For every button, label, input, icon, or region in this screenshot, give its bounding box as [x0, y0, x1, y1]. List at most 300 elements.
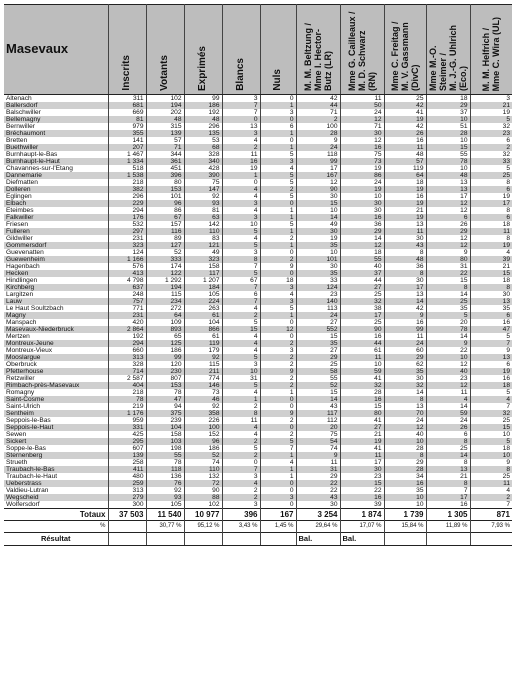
- table-row: [4, 382, 512, 389]
- value-cell: 27: [340, 424, 384, 431]
- value-cell: 296: [108, 193, 146, 200]
- value-cell: 5: [470, 438, 512, 445]
- col-header: [108, 5, 146, 95]
- value-cell: 120: [146, 361, 184, 368]
- percent-cell: 30,77 %: [146, 521, 184, 533]
- value-cell: 30: [340, 130, 384, 137]
- commune-name: Valdieu-Lutran: [4, 487, 108, 494]
- value-cell: 110: [184, 228, 222, 235]
- value-cell: 13: [426, 186, 470, 193]
- value-cell: 6: [470, 137, 512, 144]
- value-cell: 323: [184, 256, 222, 263]
- value-cell: 52: [184, 452, 222, 459]
- value-cell: 103: [146, 438, 184, 445]
- results-table: [4, 4, 512, 546]
- table-row: [4, 312, 512, 319]
- value-cell: 30: [340, 207, 384, 214]
- totals-cell: 1 305: [426, 509, 470, 521]
- value-cell: 358: [184, 410, 222, 417]
- value-cell: 12: [340, 242, 384, 249]
- value-cell: 113: [296, 305, 340, 312]
- table-row: [4, 354, 512, 361]
- value-cell: 71: [296, 109, 340, 116]
- value-cell: 2 864: [108, 326, 146, 333]
- value-cell: 11: [384, 333, 426, 340]
- value-cell: 1: [260, 242, 296, 249]
- value-cell: 186: [146, 347, 184, 354]
- value-cell: 681: [108, 102, 146, 109]
- value-cell: 4: [470, 396, 512, 403]
- value-cell: 3: [222, 200, 260, 207]
- commune-name: Guevenatten: [4, 249, 108, 256]
- value-cell: 38: [340, 305, 384, 312]
- value-cell: 18: [470, 277, 512, 284]
- value-cell: 3: [260, 298, 296, 305]
- table-row: [4, 487, 512, 494]
- value-cell: 26: [426, 424, 470, 431]
- value-cell: 2: [260, 382, 296, 389]
- table-row: [4, 396, 512, 403]
- table-row: [4, 438, 512, 445]
- value-cell: 4: [222, 207, 260, 214]
- value-cell: 32: [470, 151, 512, 158]
- commune-name: Largitzen: [4, 291, 108, 298]
- value-cell: 4: [260, 459, 296, 466]
- value-cell: 272: [146, 305, 184, 312]
- value-cell: 65: [146, 333, 184, 340]
- value-cell: 47: [470, 326, 512, 333]
- value-cell: 3: [470, 95, 512, 103]
- value-cell: 18: [470, 382, 512, 389]
- table-row: [4, 116, 512, 123]
- value-cell: 13: [426, 466, 470, 473]
- commune-name: Saint-Ulrich: [4, 403, 108, 410]
- value-cell: 78: [426, 326, 470, 333]
- value-cell: 4: [222, 333, 260, 340]
- table-row: [4, 123, 512, 130]
- value-cell: 42: [296, 95, 340, 103]
- value-cell: 3: [222, 130, 260, 137]
- value-cell: 39: [470, 256, 512, 263]
- value-cell: 16: [384, 193, 426, 200]
- value-cell: 18: [470, 445, 512, 452]
- value-cell: 294: [108, 207, 146, 214]
- value-cell: 121: [184, 242, 222, 249]
- value-cell: 0: [260, 137, 296, 144]
- value-cell: 158: [146, 431, 184, 438]
- commune-name: Buethwiller: [4, 144, 108, 151]
- value-cell: 10: [340, 361, 384, 368]
- table-row: [4, 291, 512, 298]
- value-cell: 5: [222, 242, 260, 249]
- value-cell: 75: [340, 151, 384, 158]
- percent-cell: 95,12 %: [184, 521, 222, 533]
- value-cell: 136: [146, 473, 184, 480]
- value-cell: 3: [260, 158, 296, 165]
- value-cell: 49: [296, 221, 340, 228]
- value-cell: 40: [340, 263, 384, 270]
- value-cell: 279: [108, 494, 146, 501]
- value-cell: 29: [296, 473, 340, 480]
- value-cell: 16: [222, 158, 260, 165]
- value-cell: 99: [296, 158, 340, 165]
- value-cell: 96: [146, 200, 184, 207]
- value-cell: 8: [470, 179, 512, 186]
- value-cell: 211: [184, 368, 222, 375]
- commune-name: Lauw: [4, 298, 108, 305]
- value-cell: 0: [260, 95, 296, 103]
- commune-name: Falkwiller: [4, 214, 108, 221]
- value-cell: 15: [340, 480, 384, 487]
- commune-name: Elbach: [4, 200, 108, 207]
- table-row: [4, 459, 512, 466]
- value-cell: 26: [384, 130, 426, 137]
- value-cell: 119: [184, 340, 222, 347]
- value-cell: 48: [384, 256, 426, 263]
- table-row: [4, 501, 512, 509]
- page-title: Masevaux: [4, 5, 108, 95]
- value-cell: 1: [222, 172, 260, 179]
- value-cell: 41: [340, 445, 384, 452]
- value-cell: 21: [470, 263, 512, 270]
- value-cell: 174: [146, 263, 184, 270]
- value-cell: 35: [470, 305, 512, 312]
- value-cell: 14: [340, 235, 384, 242]
- value-cell: 32: [470, 123, 512, 130]
- value-cell: 518: [108, 165, 146, 172]
- value-cell: 21: [340, 431, 384, 438]
- value-cell: 93: [146, 494, 184, 501]
- table-row: [4, 284, 512, 291]
- col-header: [260, 5, 296, 95]
- value-cell: 226: [184, 417, 222, 424]
- value-cell: 3: [222, 501, 260, 509]
- value-cell: 25: [340, 291, 384, 298]
- value-cell: 2: [222, 438, 260, 445]
- percent-cell: 29,64 %: [296, 521, 340, 533]
- value-cell: 60: [384, 347, 426, 354]
- value-cell: 2: [260, 431, 296, 438]
- table-row: [4, 109, 512, 116]
- value-cell: 40: [426, 368, 470, 375]
- value-cell: 30: [296, 501, 340, 509]
- value-cell: 5: [222, 354, 260, 361]
- table-row: [4, 214, 512, 221]
- value-cell: 30: [384, 235, 426, 242]
- commune-name: Ballersdorf: [4, 102, 108, 109]
- value-cell: 21: [384, 207, 426, 214]
- value-cell: 30: [340, 200, 384, 207]
- value-cell: 41: [384, 109, 426, 116]
- table-row: [4, 417, 512, 424]
- value-cell: 74: [184, 459, 222, 466]
- value-cell: 1 166: [108, 256, 146, 263]
- table-row: [4, 298, 512, 305]
- value-cell: 42: [384, 123, 426, 130]
- commune-name: Friesen: [4, 221, 108, 228]
- table-row: [4, 228, 512, 235]
- value-cell: 0: [260, 396, 296, 403]
- table-row: [4, 452, 512, 459]
- value-cell: 11: [340, 95, 384, 103]
- value-cell: 64: [384, 172, 426, 179]
- value-cell: 1: [260, 102, 296, 109]
- value-cell: 14: [426, 452, 470, 459]
- value-cell: 4: [222, 389, 260, 396]
- value-cell: 239: [146, 417, 184, 424]
- table-row: [4, 137, 512, 144]
- table-row: [4, 466, 512, 473]
- value-cell: 158: [184, 263, 222, 270]
- value-cell: 218: [108, 389, 146, 396]
- value-cell: 80: [340, 410, 384, 417]
- totals-cell: 10 977: [184, 509, 222, 521]
- col-header-label: M. M. Beltzung / Mme I. Hector-Butz (LR): [303, 23, 333, 91]
- value-cell: 1 538: [108, 172, 146, 179]
- value-cell: 14: [426, 403, 470, 410]
- value-cell: 11: [296, 459, 340, 466]
- table-row: [4, 494, 512, 501]
- value-cell: 23: [426, 375, 470, 382]
- value-cell: 8: [470, 284, 512, 291]
- value-cell: 21: [426, 473, 470, 480]
- value-cell: 27: [296, 319, 340, 326]
- value-cell: 30: [384, 375, 426, 382]
- value-cell: 76: [146, 480, 184, 487]
- commune-name: Seppois-le-Bas: [4, 417, 108, 424]
- percent-cell: [108, 521, 146, 533]
- value-cell: 43: [296, 403, 340, 410]
- value-cell: 3: [260, 109, 296, 116]
- results-sheet: [4, 4, 512, 546]
- value-cell: 9: [260, 410, 296, 417]
- value-cell: 81: [184, 207, 222, 214]
- value-cell: 42: [384, 305, 426, 312]
- table-row: [4, 389, 512, 396]
- value-cell: 29: [384, 459, 426, 466]
- value-cell: 5: [260, 221, 296, 228]
- value-cell: 26: [426, 221, 470, 228]
- value-cell: 4: [260, 291, 296, 298]
- value-cell: 58: [296, 368, 340, 375]
- value-cell: 19: [340, 165, 384, 172]
- value-cell: 61: [184, 333, 222, 340]
- value-cell: 73: [184, 389, 222, 396]
- value-cell: 5: [426, 312, 470, 319]
- value-cell: 13: [470, 354, 512, 361]
- value-cell: 7: [222, 102, 260, 109]
- value-cell: 92: [184, 403, 222, 410]
- value-cell: 296: [184, 123, 222, 130]
- totals-label: Totaux: [4, 509, 108, 521]
- value-cell: 361: [146, 158, 184, 165]
- commune-name: Mertzen: [4, 333, 108, 340]
- value-cell: 147: [184, 186, 222, 193]
- value-cell: 2: [222, 144, 260, 151]
- value-cell: 5: [470, 165, 512, 172]
- value-cell: 420: [108, 319, 146, 326]
- value-cell: 70: [384, 410, 426, 417]
- table-row: [4, 410, 512, 417]
- value-cell: 10: [222, 221, 260, 228]
- value-cell: 2: [260, 340, 296, 347]
- value-cell: 6: [260, 123, 296, 130]
- value-cell: 1 292: [146, 277, 184, 284]
- value-cell: 153: [146, 382, 184, 389]
- value-cell: 340: [184, 158, 222, 165]
- commune-name: Strueth: [4, 459, 108, 466]
- value-cell: 19: [470, 109, 512, 116]
- value-cell: 10: [384, 438, 426, 445]
- value-cell: 24: [384, 417, 426, 424]
- value-cell: 2: [260, 186, 296, 193]
- value-cell: 14: [426, 333, 470, 340]
- value-cell: 28: [426, 130, 470, 137]
- value-cell: 24: [340, 179, 384, 186]
- value-cell: 13: [470, 298, 512, 305]
- value-cell: 10: [426, 137, 470, 144]
- value-cell: 90: [296, 186, 340, 193]
- value-cell: 104: [146, 424, 184, 431]
- commune-name: Soppe-le-Bas: [4, 445, 108, 452]
- value-cell: 55: [340, 256, 384, 263]
- value-cell: 234: [146, 298, 184, 305]
- table-row: [4, 207, 512, 214]
- value-cell: 40: [384, 431, 426, 438]
- value-cell: 10: [384, 501, 426, 509]
- value-cell: 6: [426, 214, 470, 221]
- value-cell: 17: [384, 284, 426, 291]
- value-cell: 10: [470, 431, 512, 438]
- value-cell: 30: [340, 466, 384, 473]
- value-cell: 4: [222, 347, 260, 354]
- commune-name: Wegscheid: [4, 494, 108, 501]
- value-cell: 0: [260, 403, 296, 410]
- commune-name: Altenach: [4, 95, 108, 103]
- value-cell: 104: [184, 319, 222, 326]
- value-cell: 5: [260, 179, 296, 186]
- col-header: [222, 5, 260, 95]
- value-cell: 1: [260, 214, 296, 221]
- value-cell: 22: [296, 480, 340, 487]
- value-cell: 101: [146, 193, 184, 200]
- table-row: [4, 326, 512, 333]
- value-cell: 8: [470, 466, 512, 473]
- percent-cell: 1,45 %: [260, 521, 296, 533]
- value-cell: 9: [260, 263, 296, 270]
- value-cell: 637: [108, 284, 146, 291]
- value-cell: 42: [384, 102, 426, 109]
- value-cell: 21: [470, 102, 512, 109]
- value-cell: 5: [260, 193, 296, 200]
- value-cell: 16: [340, 396, 384, 403]
- value-cell: 80: [146, 179, 184, 186]
- table-row: [4, 340, 512, 347]
- commune-name: Pfetterhouse: [4, 368, 108, 375]
- value-cell: 59: [340, 368, 384, 375]
- value-cell: 35: [296, 270, 340, 277]
- value-cell: 5: [260, 305, 296, 312]
- result-cell: [260, 533, 296, 546]
- table-row: [4, 473, 512, 480]
- percent-label: %: [4, 521, 108, 533]
- value-cell: 866: [184, 326, 222, 333]
- table-row: [4, 200, 512, 207]
- value-cell: 1: [260, 389, 296, 396]
- totals-cell: 1 739: [384, 509, 426, 521]
- value-cell: 14: [384, 389, 426, 396]
- value-cell: 959: [108, 417, 146, 424]
- table-row: [4, 165, 512, 172]
- commune-name: Eglingen: [4, 193, 108, 200]
- value-cell: 6: [470, 312, 512, 319]
- value-cell: 80: [426, 256, 470, 263]
- value-cell: 893: [146, 326, 184, 333]
- percent-cell: 7,93 %: [470, 521, 512, 533]
- value-cell: 390: [184, 172, 222, 179]
- table-row: [4, 403, 512, 410]
- value-cell: 333: [146, 256, 184, 263]
- value-cell: 2: [470, 494, 512, 501]
- value-cell: 48: [384, 151, 426, 158]
- value-cell: 2: [260, 375, 296, 382]
- result-cell: [146, 533, 184, 546]
- value-cell: 14: [384, 298, 426, 305]
- value-cell: 51: [426, 123, 470, 130]
- value-cell: 2: [470, 144, 512, 151]
- value-cell: 1 176: [108, 410, 146, 417]
- value-cell: 12: [426, 235, 470, 242]
- commune-name: Bréchaumont: [4, 130, 108, 137]
- value-cell: 12: [426, 361, 470, 368]
- value-cell: 0: [260, 319, 296, 326]
- value-cell: 15: [296, 389, 340, 396]
- value-cell: 4: [222, 137, 260, 144]
- commune-name: Dolleren: [4, 186, 108, 193]
- value-cell: 5: [222, 445, 260, 452]
- commune-name: Sickert: [4, 438, 108, 445]
- commune-name: Burnhaupt-le-Bas: [4, 151, 108, 158]
- totals-cell: 1 874: [340, 509, 384, 521]
- value-cell: 25: [384, 95, 426, 103]
- value-cell: 83: [184, 235, 222, 242]
- value-cell: 6: [470, 186, 512, 193]
- value-cell: 4: [222, 480, 260, 487]
- value-cell: 18: [384, 179, 426, 186]
- value-cell: 192: [184, 109, 222, 116]
- value-cell: 49: [184, 249, 222, 256]
- percent-cell: 11,89 %: [426, 521, 470, 533]
- value-cell: 9: [470, 459, 512, 466]
- value-cell: 10: [426, 354, 470, 361]
- value-cell: 3: [222, 249, 260, 256]
- commune-name: Hagenbach: [4, 263, 108, 270]
- value-cell: 13: [384, 291, 426, 298]
- value-cell: 92: [184, 354, 222, 361]
- value-cell: 20: [426, 319, 470, 326]
- value-cell: 0: [222, 179, 260, 186]
- value-cell: 669: [108, 109, 146, 116]
- value-cell: 5: [222, 270, 260, 277]
- commune-name: Masevaux-Niederbruck: [4, 326, 108, 333]
- value-cell: 15: [426, 144, 470, 151]
- value-cell: 61: [184, 312, 222, 319]
- value-cell: 4: [260, 165, 296, 172]
- result-cell: [222, 533, 260, 546]
- value-cell: 15: [426, 277, 470, 284]
- value-cell: 757: [108, 298, 146, 305]
- value-cell: 12: [426, 242, 470, 249]
